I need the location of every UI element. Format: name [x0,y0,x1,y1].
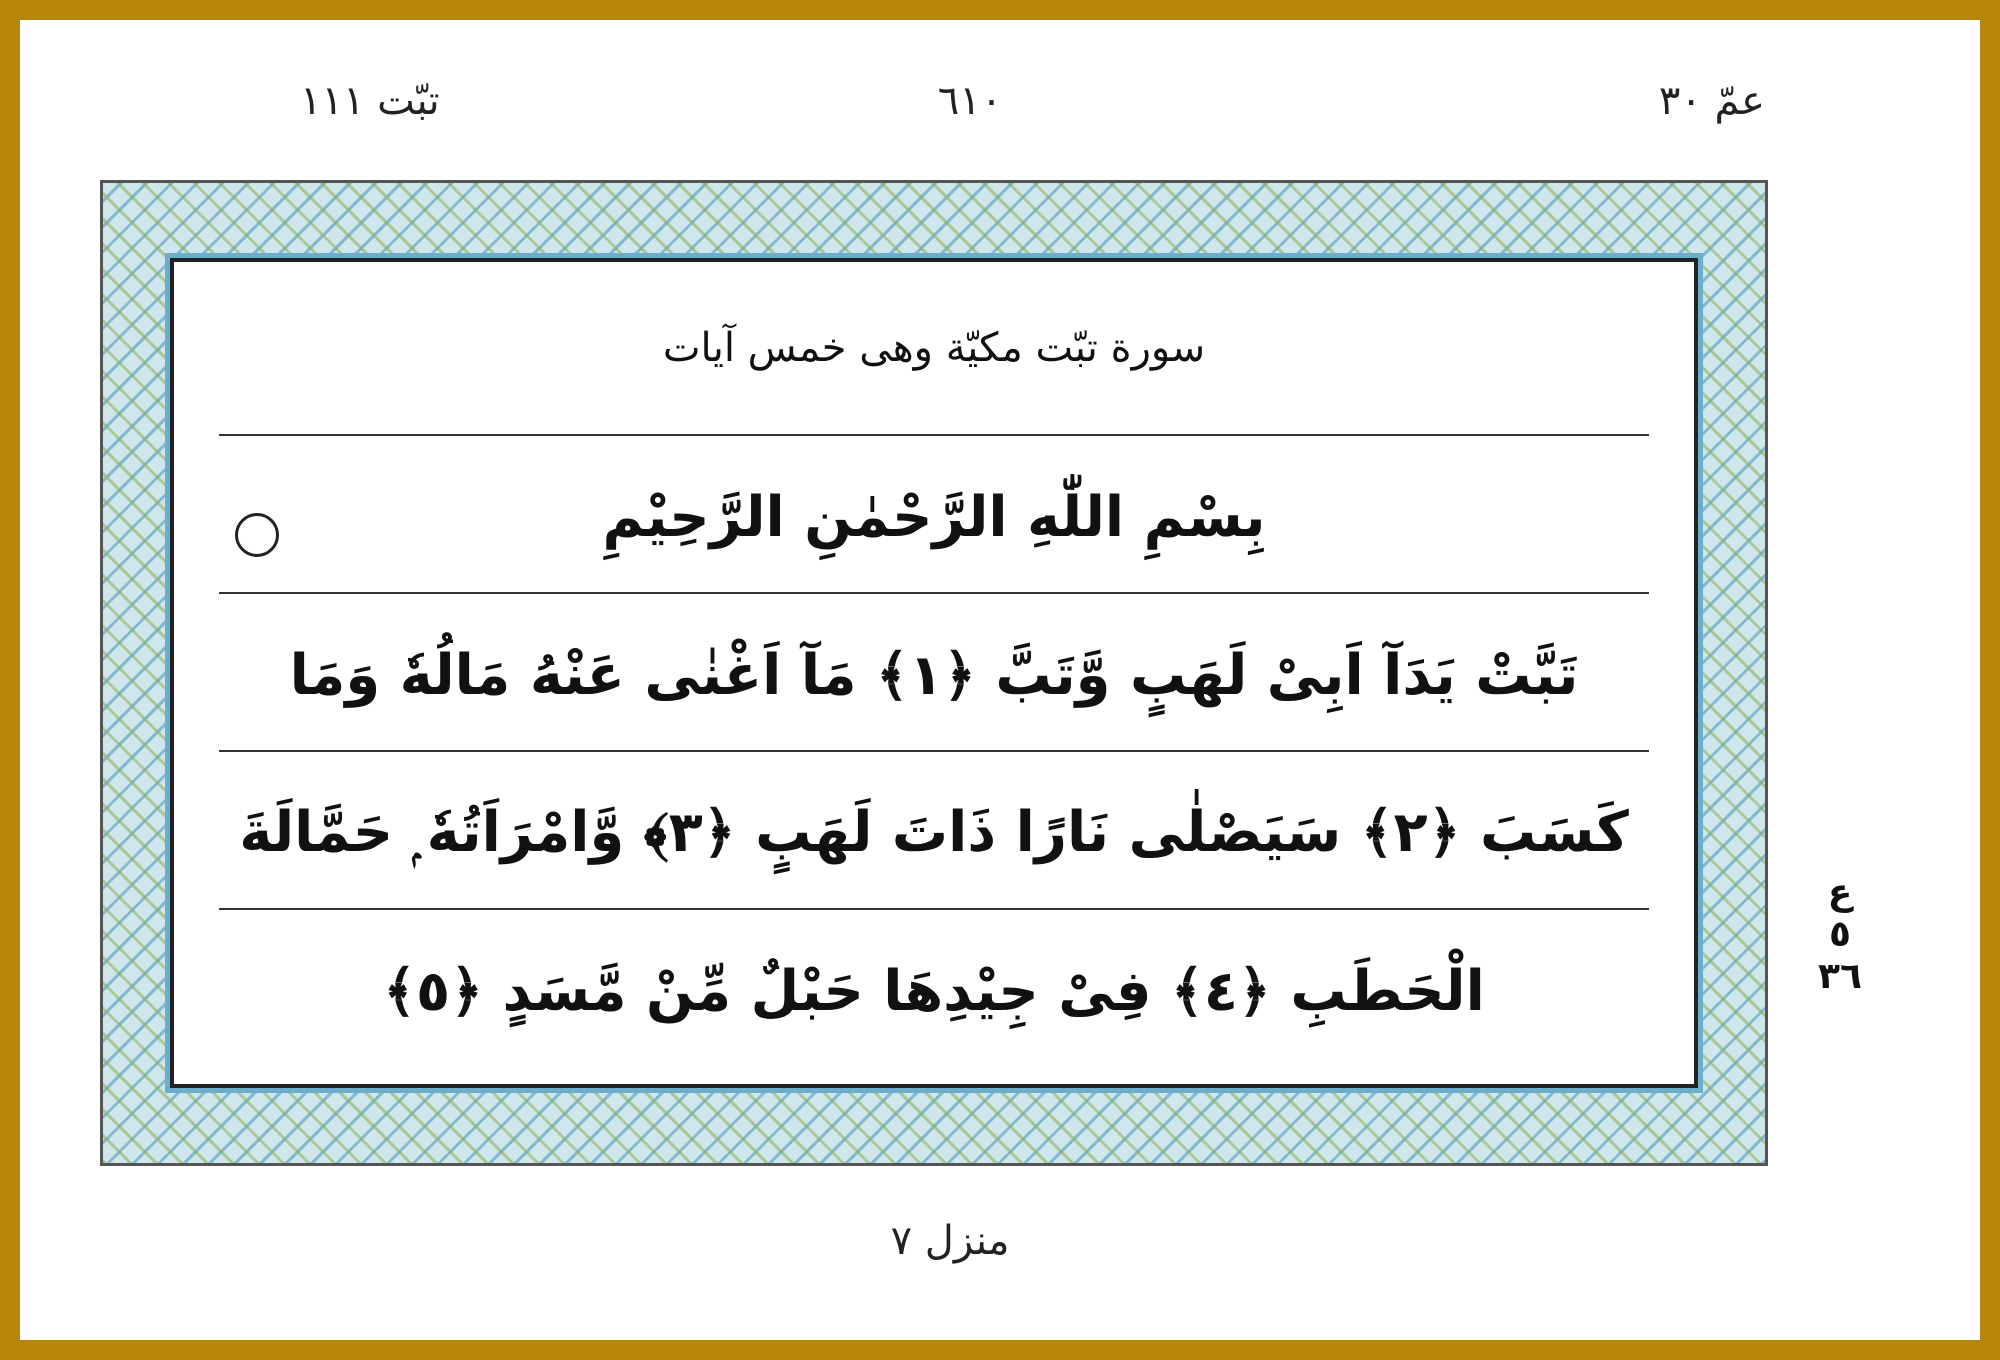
juz-header: عمّ ٣٠ [1658,78,1765,124]
surah-title: سورة تبّت مكيّة وهى خمس آيات [662,325,1206,371]
bismillah-circle-icon [235,513,279,557]
page-number: ٦١٠ [937,78,1003,124]
surah-name-header: تبّت ١١١ [300,78,440,124]
divider-line [219,434,1649,436]
surah-title-box [174,262,1694,434]
verse-line-2: كَسَبَ ﴿٢﴾ سَيَصْلٰى نَارًا ذَاتَ لَهَبٍ ﴿٣﴾ وَّامْرَاَتُهٗ ۭ حَمَّالَةَ [239,800,1629,865]
verse-line-3: الْحَطَبِ ﴿٤﴾ فِىْ جِيْدِهَا حَبْلٌ مِّنْ مَّسَدٍ ﴿٥﴾ [383,958,1485,1024]
ruku-margin-marker [1810,872,1870,998]
divider-line [219,592,1649,594]
divider-line [219,750,1649,752]
divider-line [219,908,1649,910]
ruku-number: ٣٦ [1818,956,1862,997]
ruku-sign: ع [1827,872,1853,913]
manzil-footer: منزل ٧ [890,1218,1010,1264]
verse-line-1: تَبَّتْ يَدَآ اَبِىْ لَهَبٍ وَّتَبَّ ﴿١﴾ مَآ اَغْنٰى عَنْهُ مَالُهٗ وَمَا [289,642,1579,708]
text-panel [170,258,1698,1088]
ruku-verse-count: ٥ [1829,914,1851,955]
bismillah-line: بِسْمِ اللّٰهِ الرَّحْمٰنِ الرَّحِيْمِ [602,484,1266,550]
